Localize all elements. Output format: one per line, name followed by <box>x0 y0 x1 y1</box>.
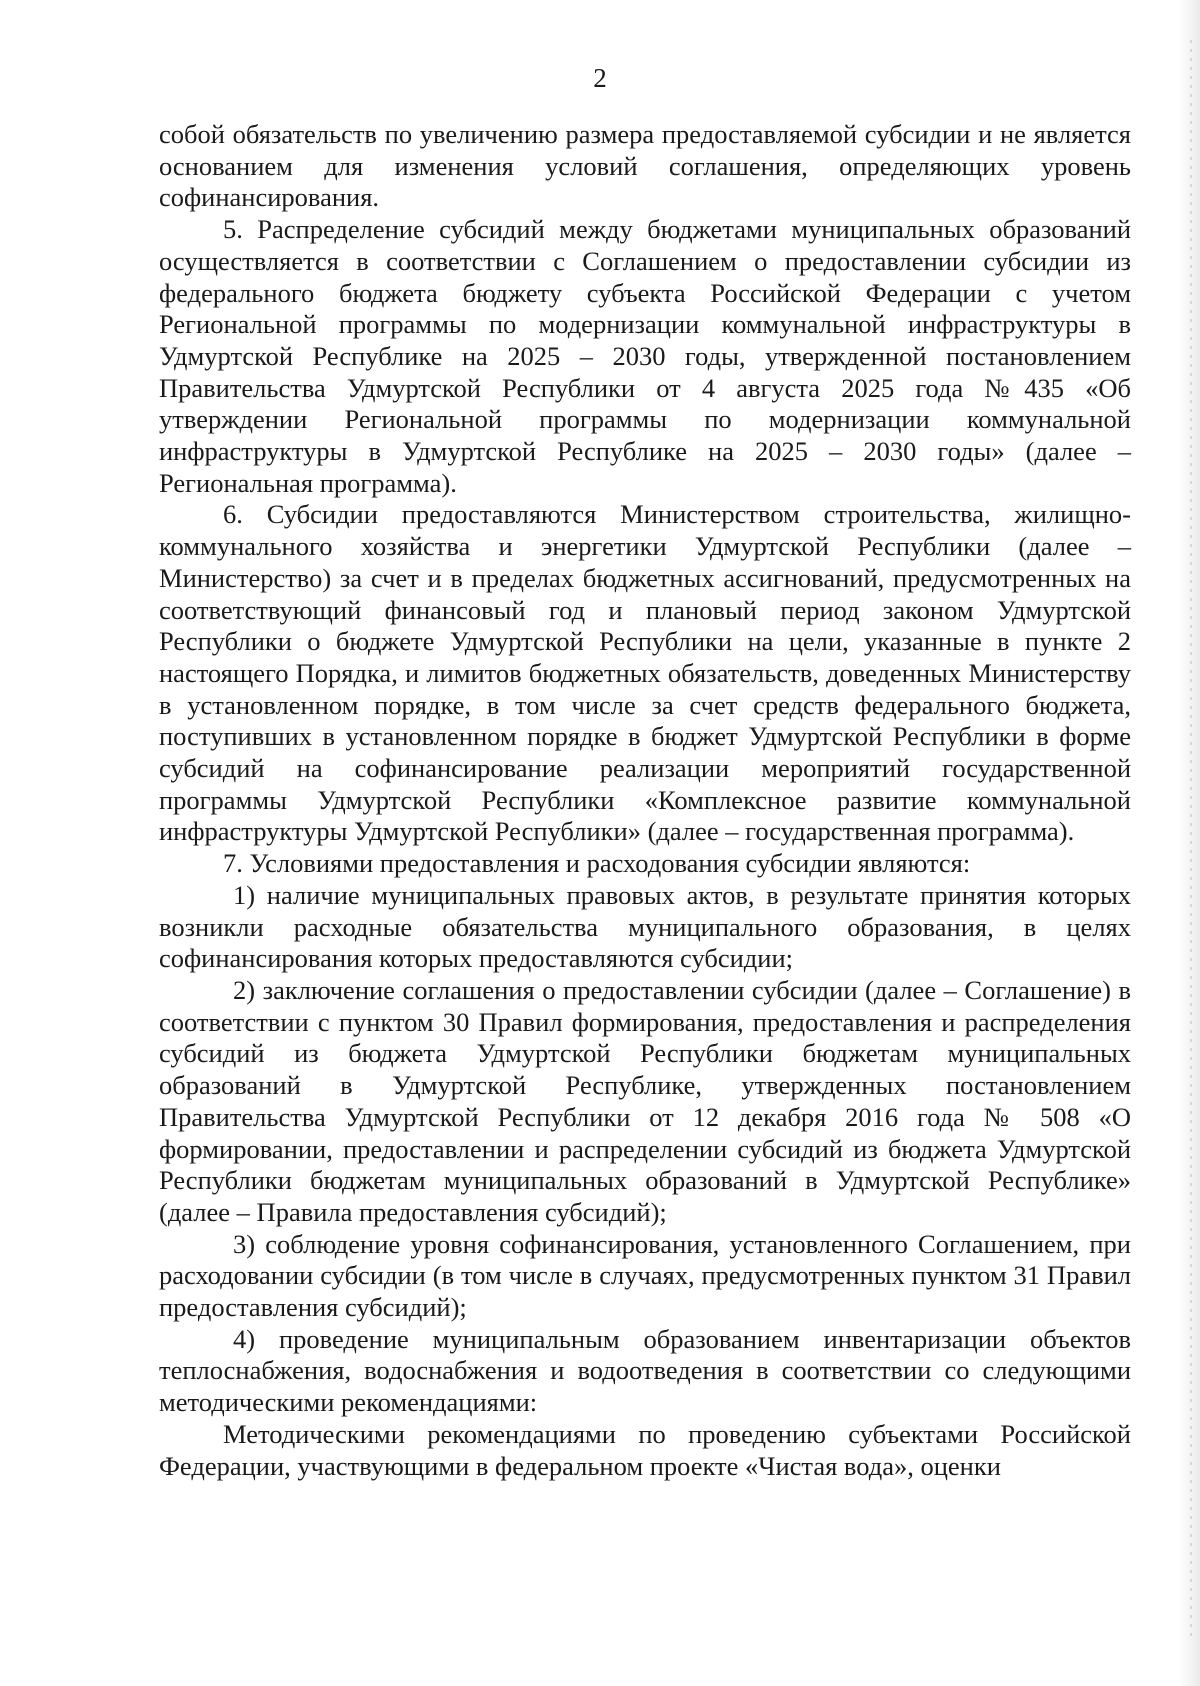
paragraph-item-5: 5. Распределение субсидий между бюджетами муниципальных образований осуществляется в соответствии с Соглашением о предоставлении субсидии из федерального бюджета бюджету субъекта Российской Федерации с учетом Региональной программы по модернизации коммунальной инфраструктуры в Удмуртской Республике на 2025 – 2030 годы, утвержденной постановлением Правительства Удмуртской Республики от 4 августа 2025 года №435 «Об утверждении Региональной программы по модернизации коммунальной инфраструктуры в Удмуртской Республике на 2025 – 2030 годы» (далее – Региональная программа). <box>159 214 1131 498</box>
scan-edge-artifact <box>1178 0 1200 1686</box>
paragraph-item-7: 7. Условиями предоставления и расходования субсидии являются: <box>223 848 971 879</box>
page-number: 2 <box>593 63 607 93</box>
subitem-1: 1) наличие муниципальных правовых актов, в результате принятия которых возникли расходные обязательства муниципального образования, в целях софинансирования которых предоставляются субсидии; <box>159 879 1131 974</box>
paragraph-methodical-recommendations: Методическими рекомендациями по проведению субъектами Российской Федерации, участвующими в федеральном проекте «Чистая вода», оценки <box>159 1418 1131 1481</box>
paragraph-continuation: собой обязательств по увеличению размера предоставляемой субсидии и не является основанием для изменения условий соглашения, определяющих уровень софинансирования. <box>159 119 1131 213</box>
document-body <box>159 119 1131 1482</box>
subitem-4: 4) проведение муниципальным образованием инвентаризации объектов теплоснабжения, водоснабжения и водоотведения в соответствии со следующими методическими рекомендациями: <box>159 1323 1131 1418</box>
paragraph-item-6: 6. Субсидии предоставляются Министерством строительства, жилищно-коммунального хозяйства и энергетики Удмуртской Республики (далее – Министерство) за счет и в пределах бюджетных ассигнований, предусмотренных на соответствующий финансовый год и плановый период законом Удмуртской Республики о бюджете Удмуртской Республики на цели, указанные в пункте 2 настоящего Порядка, и лимитов бюджетных обязательств, доведенных Министерству в установленном порядке, в том числе за счет средств федерального бюджета, поступивших в установленном порядке в бюджет Удмуртской Республики в форме субсидий на софинансирование реализации мероприятий государственной программы Удмуртской Республики «Комплексное развитие коммунальной инфраструктуры Удмуртской Республики» (далее – государственная программа). <box>159 499 1131 847</box>
subitem-3: 3) соблюдение уровня софинансирования, установленного Соглашением, при расходовании субсидии (в том числе в случаях, предусмотренных пунктом 31 Правил предоставления субсидий); <box>159 1228 1131 1323</box>
subitem-2: 2) заключение соглашения о предоставлении субсидии (далее – Соглашение) в соответствии с пунктом 30 Правил формирования, предоставления и распределения субсидий из бюджета Удмуртской Республики бюджетам муниципальных образований в Удмуртской Республике, утвержденных постановлением Правительства Удмуртской Республики от 12 декабря 2016 года № 508 «О формировании, предоставлении и распределении субсидий из бюджета Удмуртской Республики бюджетам муниципальных образований в Удмуртской Республике» (далее – Правила предоставления субсидий); <box>159 974 1131 1227</box>
